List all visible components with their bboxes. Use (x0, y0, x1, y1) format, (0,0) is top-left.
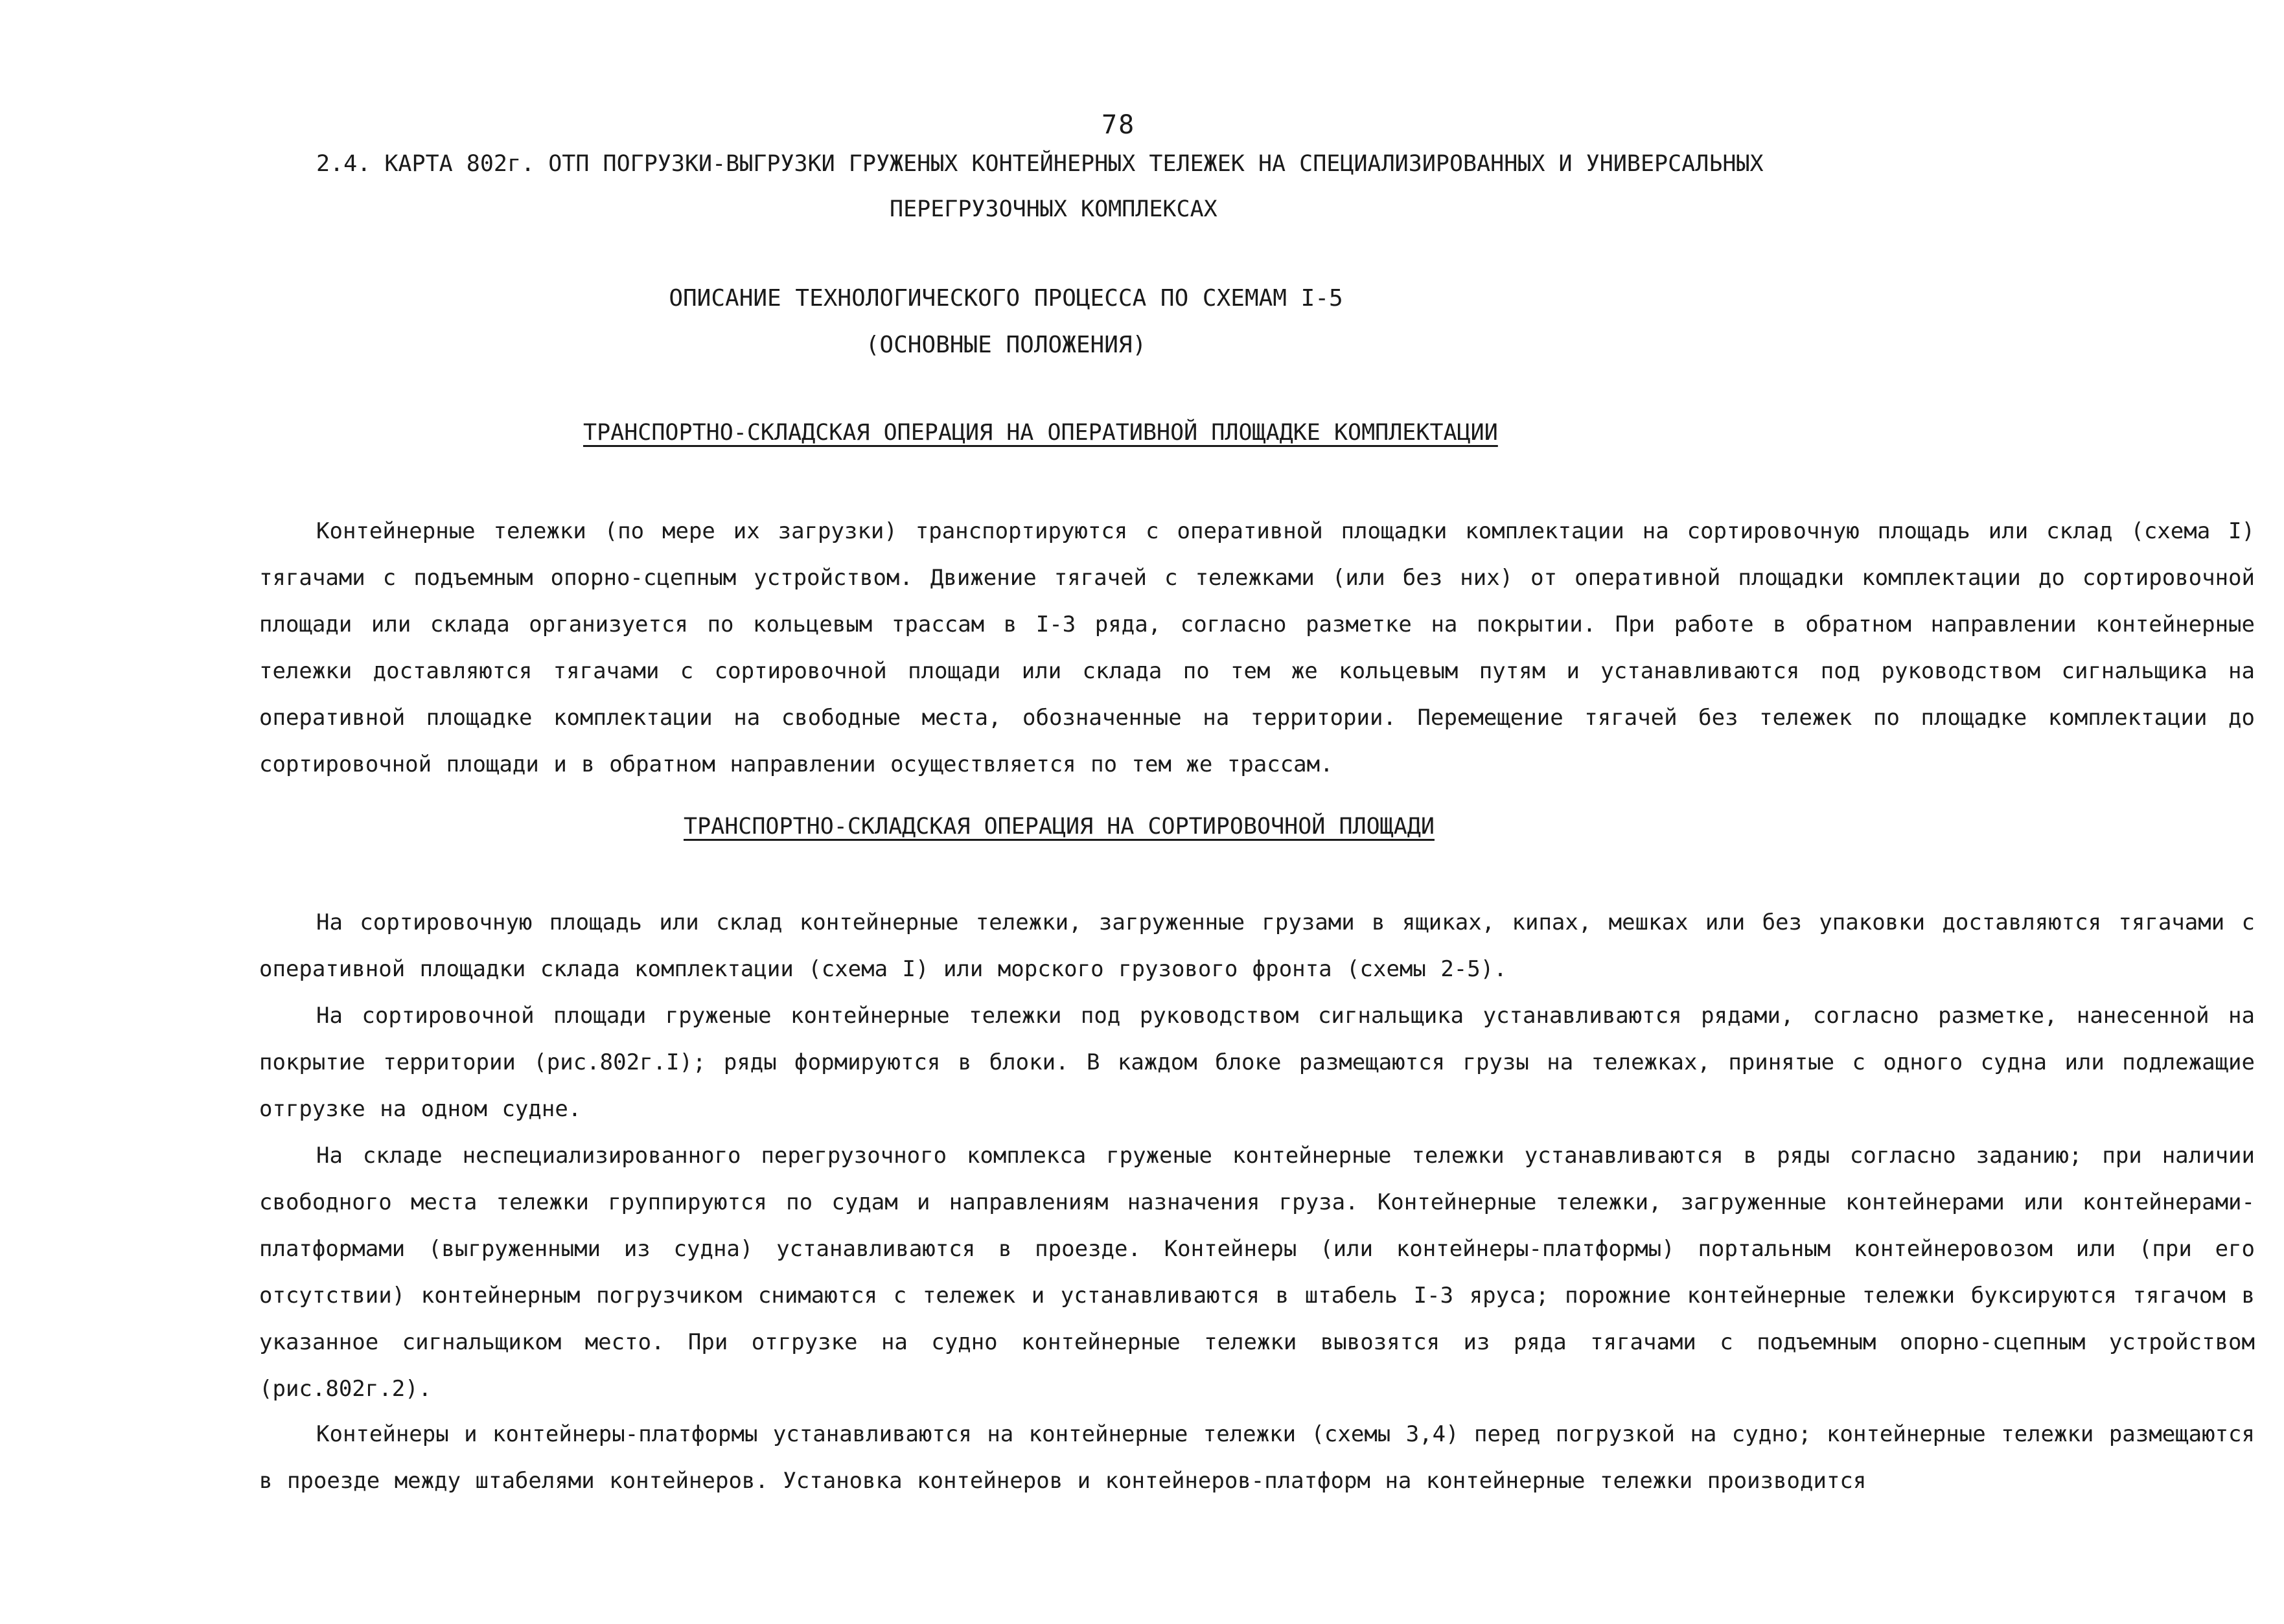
paragraph-warehouse-placement: На складе неспециализированного перегрузочного комплекса груженые контейнерные тележки устанавливаются в ряды согласно заданию; при наличии свободного места тележки группируются по судам и направлениям назначения груза. Контейнерные тележки, загруженные контейнерами или контейнерами-платформами (выгруженными из судна) устанавливаются в проезде. Контейнеры (или контейнеры-платформы) портальным контейнеровозом или (при его отсутствии) контейнерным погрузчиком снимаются с тележек и устанавливаются в штабель I-3 яруса; порожние контейнерные тележки буксируются тягачом в указанное сигнальщиком место. При отгрузке на судно контейнерные тележки вывозятся из ряда тягачами с подъемным опорно-сцепным устройством (рис.802г.2). (259, 1143, 2255, 1402)
page-number: 78 (1102, 110, 1136, 140)
paragraph-picking-area: Контейнерные тележки (по мере их загрузки) транспортируются с оперативной площадки комплектации на сортировочную площадь или склад (схема I) тягачами с подъемным опорно-сцепным устройством. Движение тягачей с тележками (или без них) от оперативной площадки комплектации до сортировочной площади или склада организуется по кольцевым трассам в I-3 ряда, согласно разметке на покрытии. При работе в обратном направлении контейнерные тележки доставляются тягачами с сортировочной площади или склада по тем же кольцевым путям и устанавливаются под руководством сигнальщика на оперативной площадке комплектации на свободные места, обозначенные на территории. Перемещение тягачей без тележек по площадке комплектации до сортировочной площади и в обратном направлении осуществляется по тем же трассам. (259, 518, 2255, 777)
process-description-title: ОПИСАНИЕ ТЕХНОЛОГИЧЕСКОГО ПРОЦЕССА ПО СХЕМАМ I-5 (669, 285, 1343, 312)
process-description-subtitle: (ОСНОВНЫЕ ПОЛОЖЕНИЯ) (865, 332, 1147, 358)
paragraph-sorting-rows: На сортировочной площади груженые контейнерные тележки под руководством сигнальщика устанавливаются рядами, согласно разметке, нанесенной на покрытие территории (рис.802г.I); ряды формируются в блоки. В каждом блоке размещаются грузы на тележках, принятые с одного судна или подлежащие отгрузке на одном судне. (259, 1003, 2255, 1122)
paragraph-sorting-delivery: На сортировочную площадь или склад контейнерные тележки, загруженные грузами в ящиках, кипах, мешках или без упаковки доставляются тягачами с оперативной площадки склада комплектации (схема I) или морского грузового фронта (схемы 2-5). (259, 909, 2255, 982)
document-title (316, 141, 1871, 232)
section-heading-sorting-area: ТРАНСПОРТНО-СКЛАДСКАЯ ОПЕРАЦИЯ НА СОРТИРОВОЧНОЙ ПЛОЩАДИ (684, 814, 1435, 840)
document-title-line-1: 2.4. КАРТА 802г. ОТП ПОГРУЗКИ-ВЫГРУЗКИ ГРУЖЕНЫХ КОНТЕЙНЕРНЫХ ТЕЛЕЖЕК НА СПЕЦИАЛИЗИРОВАННЫХ И УНИВЕРСАЛЬНЫХ (316, 151, 1764, 177)
section-heading-picking-area: ТРАНСПОРТНО-СКЛАДСКАЯ ОПЕРАЦИЯ НА ОПЕРАТИВНОЙ ПЛОЩАДКЕ КОМПЛЕКТАЦИИ (583, 420, 1498, 446)
document-title-line-2: ПЕРЕГРУЗОЧНЫХ КОМПЛЕКСАХ (890, 196, 1217, 222)
paragraph-container-loading: Контейнеры и контейнеры-платформы устанавливаются на контейнерные тележки (схемы 3,4) перед погрузкой на судно; контейнерные тележки размещаются в проезде между штабелями контейнеров. Установка контейнеров и контейнеров-платформ на контейнерные тележки производится (259, 1421, 2255, 1494)
